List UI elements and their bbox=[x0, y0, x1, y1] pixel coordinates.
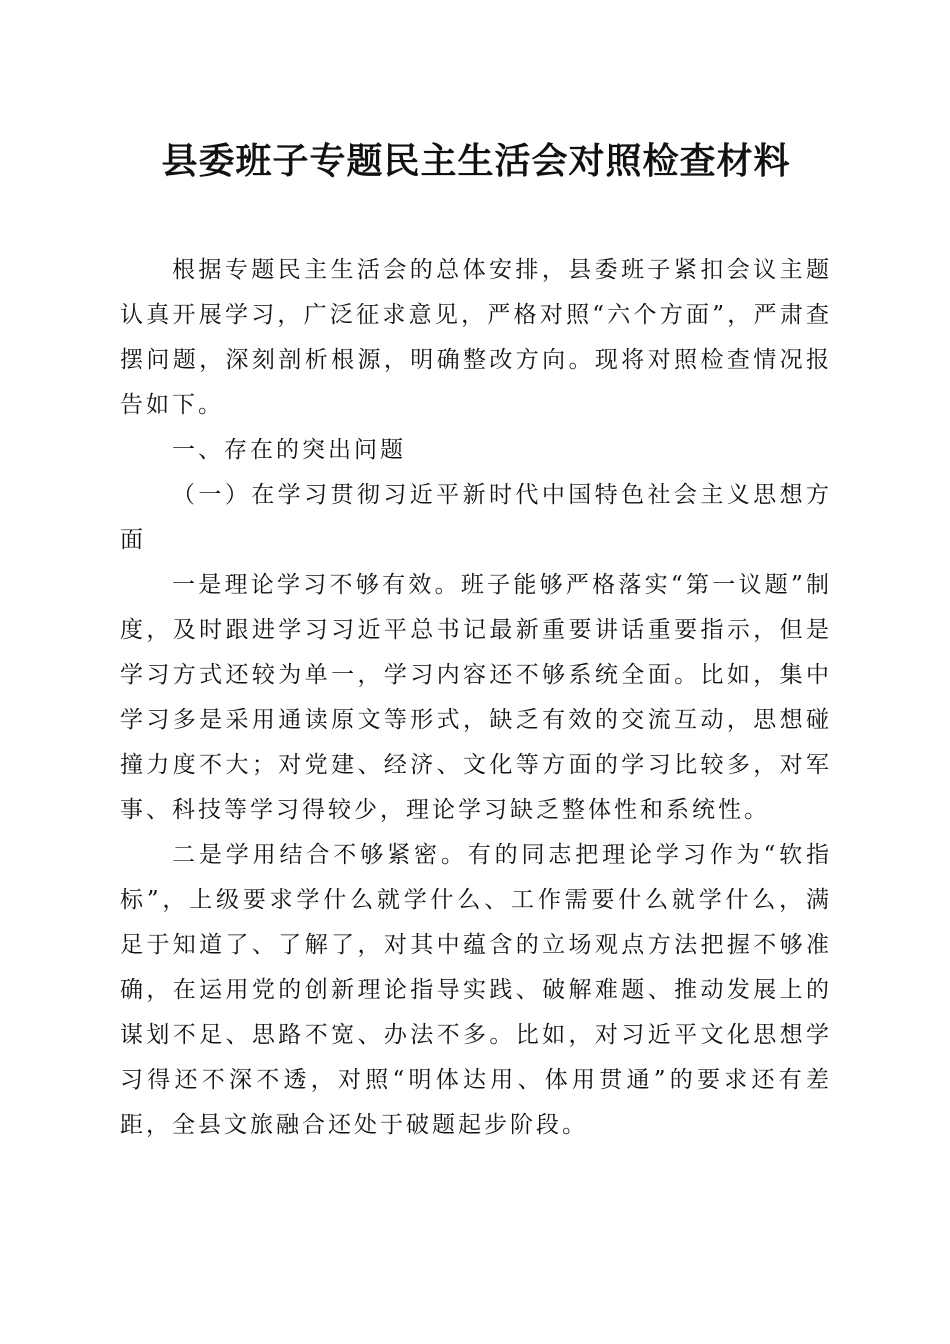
point-paragraph-2 bbox=[120, 833, 832, 1148]
point-lead-2: 二是学用结合不够紧密。 bbox=[172, 842, 468, 868]
subsection-heading: （一）在学习贯彻习近平新时代中国特色社会主义思想方面 bbox=[120, 482, 832, 553]
point-body-2: 有的同志把理论学习作为“软指标”，上级要求学什么就学什么、工作需要什么就学什么，满足于知道了、了解了，对其中蕴含的立场观点方法把握不够准确，在运用党的创新理论指导实践、破解难题、推动发展上的谋划不足、思路不宽、办法不多。比如，对习近平文化思想学习得还不深不透，对照“明体达用、体用贯通”的要求还有差距，全县文旅融合还处于破题起步阶段。 bbox=[120, 842, 832, 1138]
section-heading: 一、存在的突出问题 bbox=[172, 437, 406, 463]
point-lead-1: 一是理论学习不够有效。 bbox=[172, 572, 461, 598]
point-body-1: 班子能够严格落实“第一议题”制度，及时跟进学习习近平总书记最新重要讲话重要指示，但是学习方式还较为单一，学习内容还不够系统全面。比如，集中学习多是采用通读原文等形式，缺乏有效的交流互动，思想碰撞力度不大；对党建、经济、文化等方面的学习比较多，对军事、科技等学习得较少，理论学习缺乏整体性和系统性。 bbox=[120, 572, 832, 823]
intro-paragraph: 根据专题民主生活会的总体安排，县委班子紧扣会议主题认真开展学习，广泛征求意见，严格对照“六个方面”，严肃查摆问题，深刻剖析根源，明确整改方向。现将对照检查情况报告如下。 bbox=[120, 257, 832, 418]
document-title: 县委班子专题民主生活会对照检查材料 bbox=[161, 140, 791, 182]
point-paragraph-1 bbox=[120, 563, 832, 833]
document-page bbox=[120, 138, 832, 1148]
